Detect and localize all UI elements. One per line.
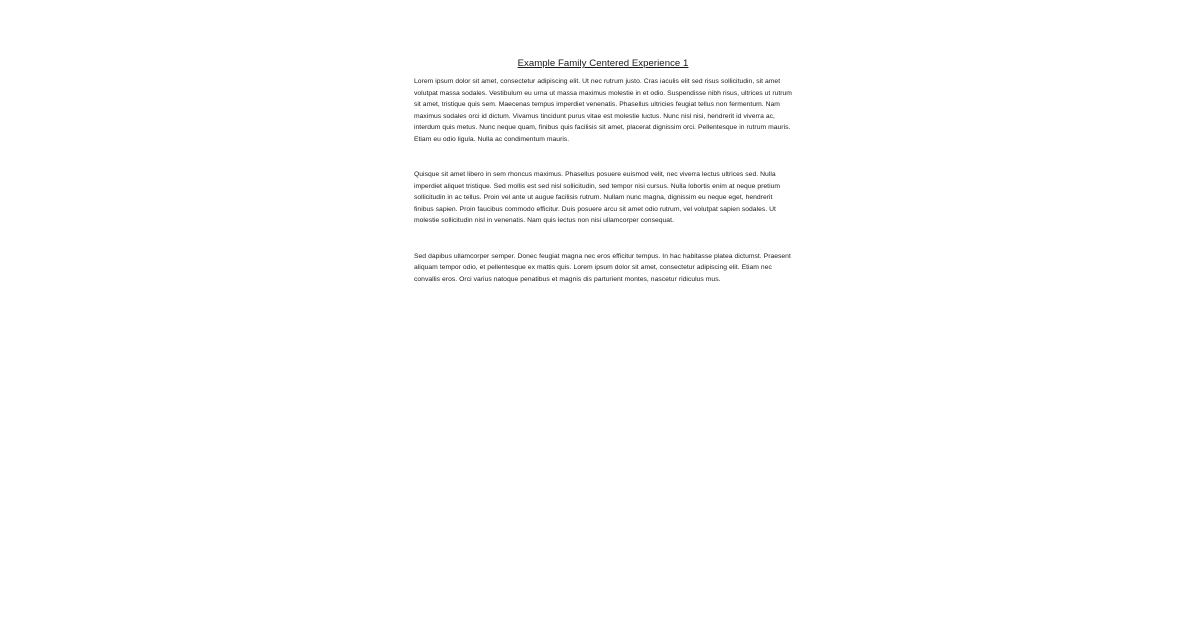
document-body — [414, 57, 792, 285]
paragraph-1: Lorem ipsum dolor sit amet, consectetur adipiscing elit. Ut nec rutrum justo. Cras iaculis elit sed risus sollicitudin, sit amet volutpat massa sodales. Vestibulum eu urna ut massa maximus molestie in et odio. Suspendisse nibh risus, ultrices ut rutrum sit amet, tristique quis sem. Maecenas tempus imperdiet venenatis. Phasellus ultricies feugiat tellus non fermentum. Nam maximus sodales orci id dictum. Vivamus tincidunt purus vitae est molestie luctus. Nunc nisl nisi, hendrerit id viverra ac, interdum quis metus. Nunc neque quam, finibus quis facilisis sit amet, placerat dignissim orci. Pellentesque in rutrum mauris. Etiam eu odio ligula. Nulla ac condimentum mauris. — [414, 78, 792, 143]
document-title: Example Family Centered Experience 1 — [517, 58, 689, 69]
paragraph-3: Sed dapibus ullamcorper semper. Donec feugiat magna nec eros efficitur tempus. In hac habitasse platea dictumst. Praesent aliquam tempor odio, et pellentesque ex mattis quis. Lorem ipsum dolor sit amet, consectetur adipiscing elit. Etiam nec convallis eros. Orci varius natoque penatibus et magnis dis parturient montes, nascetur ridiculus mus. — [414, 252, 791, 283]
paragraph-2: Quisque sit amet libero in sem rhoncus maximus. Phasellus posuere euismod velit, nec viverra lectus ultrices sed. Nulla imperdiet aliquet tristique. Sed mollis est sed nisl sollicitudin, sed tempor nisi cursus. Nulla lobortis enim at neque pretium sollicitudin in ac tellus. Proin vel ante ut augue facilisis rutrum. Nullam nunc magna, dignissim eu neque eget, hendrerit finibus sapien. Proin faucibus commodo efficitur. Duis posuere arcu sit amet odio rutrum, vel volutpat sapien sodales. Ut molestie sollicitudin nisl in venenatis. Nam quis lectus non nisi ullamcorper consequat. — [414, 171, 781, 225]
